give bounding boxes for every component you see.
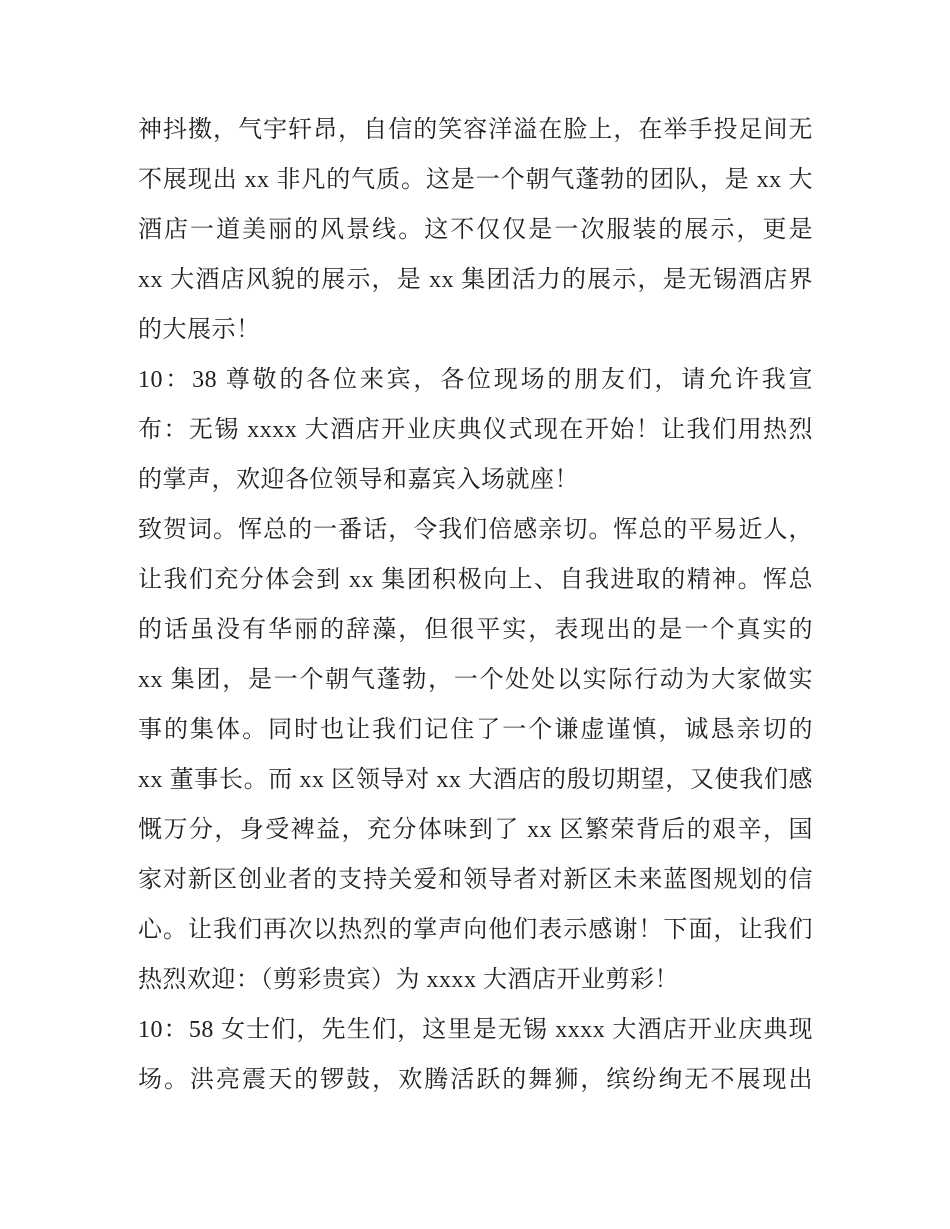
- text-line: 神抖擞，气宇轩昂，自信的笑容洋溢在脸上，在举手投足间无: [138, 117, 813, 143]
- text-line: 心。让我们再次以热烈的掌声向他们表示感谢！下面，让我们: [138, 917, 813, 943]
- text-line: xx 大酒店风貌的展示，是 xx 集团活力的展示，是无锡酒店界: [138, 267, 813, 293]
- text-line: 热烈欢迎：（剪彩贵宾）为 xxxx 大酒店开业剪彩！: [138, 967, 679, 993]
- text-line: 10：38 尊敬的各位来宾，各位现场的朋友们，请允许我宣: [138, 367, 813, 393]
- text-line: 场。洪亮震天的锣鼓，欢腾活跃的舞狮，缤纷绚无不展现出: [138, 1067, 813, 1093]
- text-line: 的掌声，欢迎各位领导和嘉宾入场就座！: [138, 467, 579, 493]
- paragraph: [138, 355, 813, 505]
- text-line: 布：无锡 xxxx 大酒店开业庆典仪式现在开始！让我们用热烈: [138, 417, 813, 443]
- text-line: 的话虽没有华丽的辞藻，但很平实，表现出的是一个真实的: [138, 617, 813, 643]
- text-line: 慨万分，身受裨益，充分体味到了 xx 区繁荣背后的艰辛，国: [138, 817, 813, 843]
- text-line: 10：58 女士们，先生们，这里是无锡 xxxx 大酒店开业庆典现: [138, 1017, 813, 1043]
- text-line: 致贺词。恽总的一番话，令我们倍感亲切。恽总的平易近人，: [138, 517, 813, 543]
- paragraph: [138, 1005, 813, 1105]
- text-line: 家对新区创业者的支持关爱和领导者对新区未来蓝图规划的信: [138, 867, 813, 893]
- text-line: 让我们充分体会到 xx 集团积极向上、自我进取的精神。恽总: [138, 567, 813, 593]
- paragraph: [138, 105, 813, 355]
- text-line: 酒店一道美丽的风景线。这不仅仅是一次服装的展示，更是: [138, 217, 813, 243]
- text-line: 事的集体。同时也让我们记住了一个谦虚谨慎，诚恳亲切的: [138, 717, 813, 743]
- paragraph: [138, 505, 813, 1005]
- text-line: 的大展示！: [138, 317, 261, 343]
- text-line: xx 董事长。而 xx 区领导对 xx 大酒店的殷切期望，又使我们感: [138, 767, 813, 793]
- text-line: 不展现出 xx 非凡的气质。这是一个朝气蓬勃的团队，是 xx 大: [138, 167, 813, 193]
- text-line: xx 集团，是一个朝气蓬勃，一个处处以实际行动为大家做实: [138, 667, 813, 693]
